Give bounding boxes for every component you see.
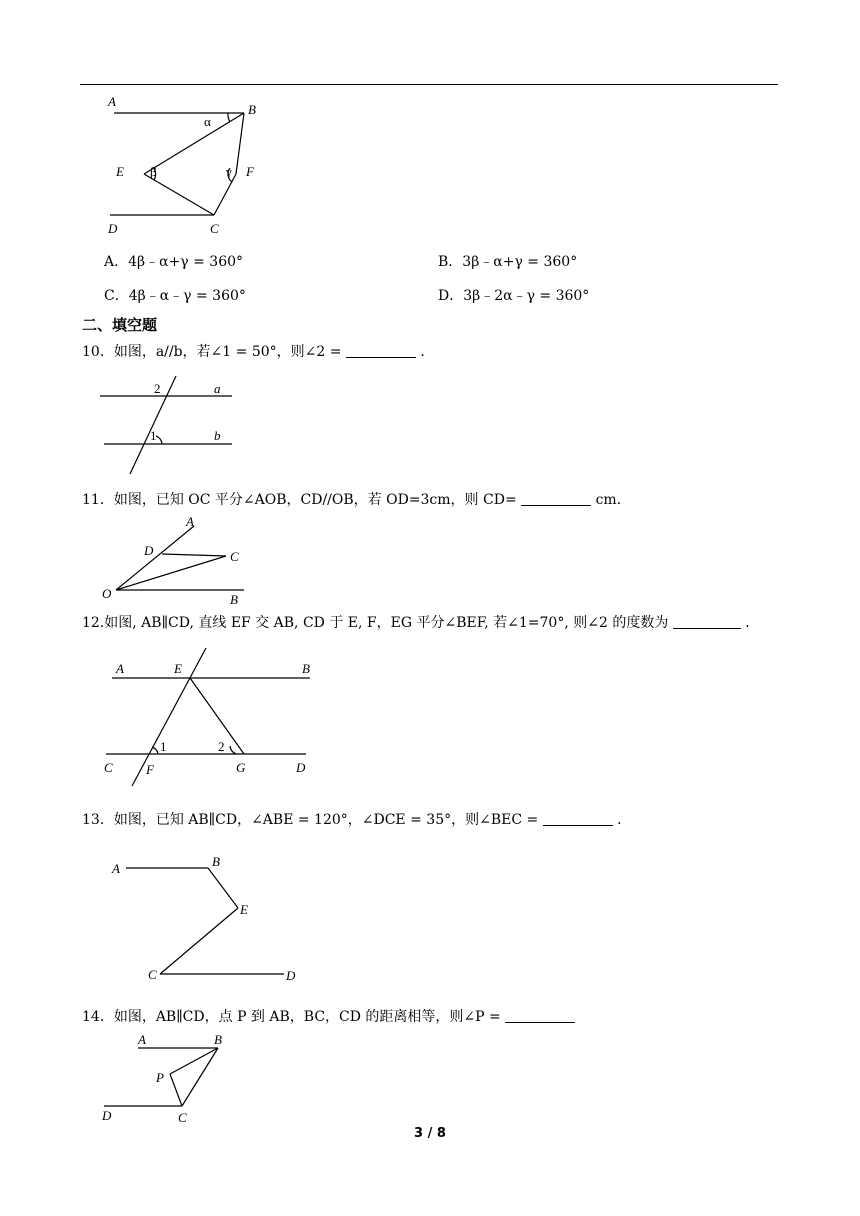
- fig9-label-e: E: [116, 164, 124, 179]
- fig9-label-d: D: [108, 221, 118, 236]
- figure-q9: [100, 94, 280, 240]
- question-13-tail: ．: [617, 812, 632, 828]
- fig13-label-c: C: [148, 967, 157, 982]
- fig12-label-d: D: [296, 760, 306, 775]
- fig10-label-a: a: [214, 381, 221, 396]
- fig14-label-a: A: [138, 1032, 146, 1047]
- header-rule: [80, 84, 778, 85]
- fig11-label-o: O: [102, 586, 112, 601]
- fig12-label-a: A: [116, 661, 124, 676]
- figure-q14: [98, 1032, 238, 1124]
- question-10-text: 10．如图，a//b，若∠1 = 50°，则∠2 =: [82, 344, 342, 360]
- fig11-label-d: D: [144, 543, 154, 558]
- fig11-label-c: C: [230, 549, 239, 564]
- fig10-label-1: 1: [150, 428, 157, 443]
- fig13-label-e: E: [240, 902, 248, 917]
- section-title: 二、填空题: [82, 316, 158, 334]
- fig12-label-2: 2: [218, 739, 225, 754]
- fig12-label-f: F: [146, 762, 154, 777]
- fig14-label-c: C: [178, 1110, 187, 1124]
- fig14-label-d: D: [102, 1108, 112, 1123]
- question-12: [82, 614, 759, 632]
- figure-q12: [98, 644, 324, 790]
- option-d: D．3β﹣2α﹣γ = 360°: [438, 288, 590, 304]
- figure-q11: [100, 514, 260, 606]
- question-12-text: 12.如图, AB∥CD, 直线 EF 交 AB, CD 于 E, F，EG 平分∠BEF, 若∠1=70°, 则∠2 的度数为: [82, 615, 669, 631]
- question-10-tail: ．: [420, 344, 435, 360]
- option-a: A．4β﹣α+γ = 360°: [104, 254, 244, 270]
- fig11-label-b: B: [230, 592, 238, 606]
- answer-blank-13[interactable]: [543, 811, 613, 826]
- question-11-text: 11．如图，已知 OC 平分∠AOB，CD//OB，若 OD=3cm，则 CD=: [82, 492, 517, 508]
- question-10: [82, 343, 434, 361]
- fig9-angle-gamma: γ: [226, 164, 232, 179]
- fig11-label-a: A: [186, 514, 194, 529]
- question-13: [82, 811, 631, 829]
- fig9-angle-alpha: α: [204, 114, 211, 129]
- page-number: 3 / 8: [414, 1126, 446, 1141]
- answer-blank-14[interactable]: [505, 1008, 575, 1023]
- question-14: [82, 1008, 575, 1026]
- option-b: B．3β﹣α+γ = 360°: [438, 254, 578, 270]
- fig10-label-b: b: [214, 428, 221, 443]
- answer-blank-10[interactable]: [346, 343, 416, 358]
- fig9-label-c: C: [210, 221, 219, 236]
- answer-blank-11[interactable]: [521, 491, 591, 506]
- fig14-label-p: P: [156, 1070, 164, 1085]
- fig13-label-a: A: [112, 861, 120, 876]
- fig13-label-d: D: [286, 968, 296, 983]
- fig12-label-b: B: [302, 661, 310, 676]
- fig12-label-e: E: [174, 661, 182, 676]
- fig12-label-g: G: [236, 760, 246, 775]
- question-11: [82, 491, 631, 509]
- fig9-label-f: F: [246, 164, 254, 179]
- fig14-label-b: B: [214, 1032, 222, 1047]
- fig9-label-b: B: [248, 102, 256, 117]
- question-11-tail: cm．: [595, 492, 631, 508]
- question-14-text: 14．如图，AB∥CD，点 P 到 AB，BC，CD 的距离相等，则∠P =: [82, 1009, 501, 1025]
- fig10-label-2: 2: [154, 381, 161, 396]
- figure-q10: [96, 372, 246, 478]
- question-13-text: 13．如图，已知 AB∥CD，∠ABE = 120°，∠DCE = 35°，则∠BEC =: [82, 812, 539, 828]
- fig9-angle-beta: β: [150, 164, 157, 179]
- fig12-label-c: C: [104, 760, 113, 775]
- figure-q13: [108, 850, 308, 986]
- answer-blank-12[interactable]: [673, 614, 741, 629]
- fig9-label-a: A: [108, 94, 116, 109]
- question-12-tail: ．: [745, 615, 760, 631]
- fig12-label-1: 1: [160, 739, 167, 754]
- option-c: C．4β﹣α﹣γ = 360°: [104, 288, 246, 304]
- fig13-label-b: B: [212, 854, 220, 869]
